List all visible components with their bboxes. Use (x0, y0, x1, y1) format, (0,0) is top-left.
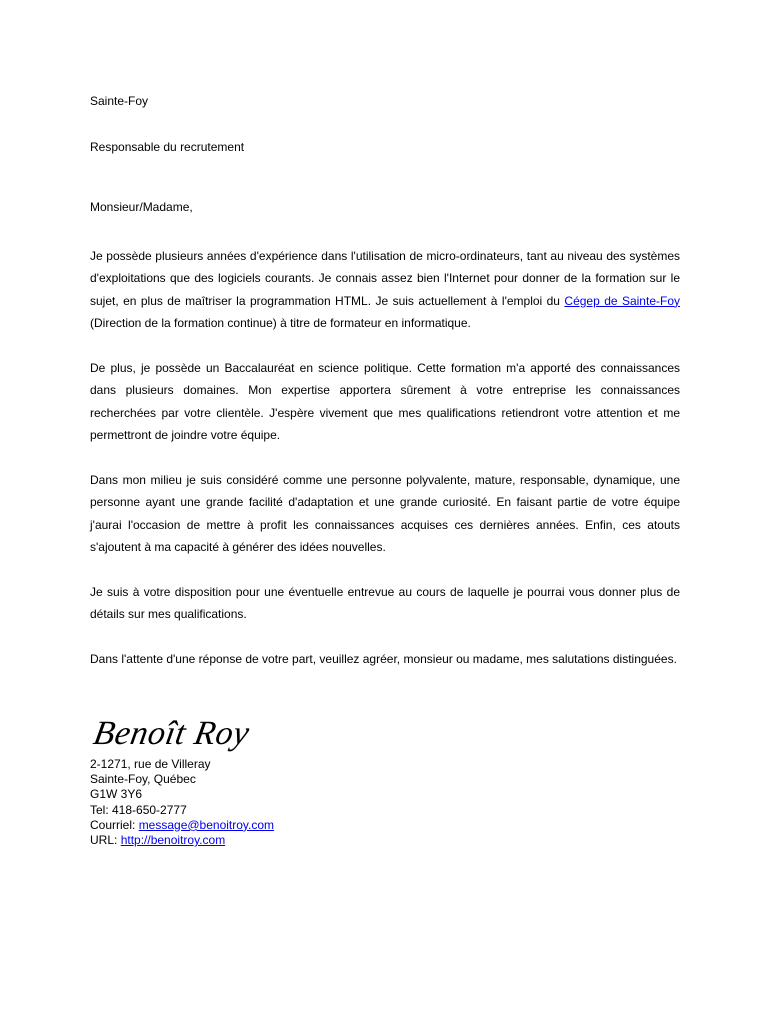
website-link[interactable]: http://benoitroy.com (120, 833, 226, 848)
sender-url-label: URL: (90, 833, 121, 848)
handwritten-signature: Benoît Roy (90, 715, 253, 752)
paragraph-1 (90, 245, 680, 334)
paragraph-3: Dans mon milieu je suis considéré comme une personne polyvalente, mature, responsable, dynamique, une personne ayant une grande facilité d'adaptation et une grande curiosité. En faisant partie de votre équipe j'aurai l'occasion de mettre à profit les connaissances acquises ces dernières années. Enfin, ces atouts s'ajoutent à ma capacité à générer des idées nouvelles. (90, 473, 680, 554)
sender-street: 2-1271, rue de Villeray (90, 757, 211, 771)
sender-address-block (90, 757, 274, 848)
letter-salutation: Monsieur/Madame, (90, 200, 193, 214)
sender-city: Sainte-Foy, Québec (90, 772, 196, 787)
sender-postal-code: G1W 3Y6 (90, 787, 143, 802)
email-link[interactable]: message@benoitroy.com (138, 817, 275, 832)
paragraph-1-text-start: Je possède plusieurs années d'expérience dans l'utilisation de micro-ordinateurs, tant au niveau des systèmes d'exploitations que des logiciels courants. Je connais assez bien l'Internet pour donner de la formation sur le sujet, en plus de maîtriser la programmation HTML. Je suis actuellement à l'emploi du (90, 249, 680, 308)
paragraph-1-text-end: (Direction de la formation continue) à titre de formateur en informatique. (90, 315, 471, 330)
sender-email-label: Courriel: (90, 817, 139, 832)
paragraph-4: Je suis à votre disposition pour une éventuelle entrevue au cours de laquelle je pourrai vous donner plus de détails sur mes qualifications. (90, 585, 680, 622)
letter-city: Sainte-Foy (90, 94, 149, 108)
paragraph-5: Dans l'attente d'une réponse de votre part, veuillez agréer, monsieur ou madame, mes salutations distinguées. (90, 652, 677, 666)
cegep-link[interactable]: Cégep de Sainte-Foy (564, 293, 680, 308)
letter-recipient: Responsable du recrutement (90, 140, 245, 154)
sender-email-line (90, 818, 274, 833)
paragraph-2: De plus, je possède un Baccalauréat en science politique. Cette formation m'a apporté des connaissances dans plusieurs domaines. Mon expertise apportera sûrement à votre entreprise les connaissances recherchées par votre clientèle. J'espère vivement que mes qualifications retiendront votre attention et me permettront de joindre votre équipe. (90, 361, 680, 442)
sender-url-line (90, 833, 274, 848)
sender-phone: Tel: 418-650-2777 (90, 802, 187, 817)
